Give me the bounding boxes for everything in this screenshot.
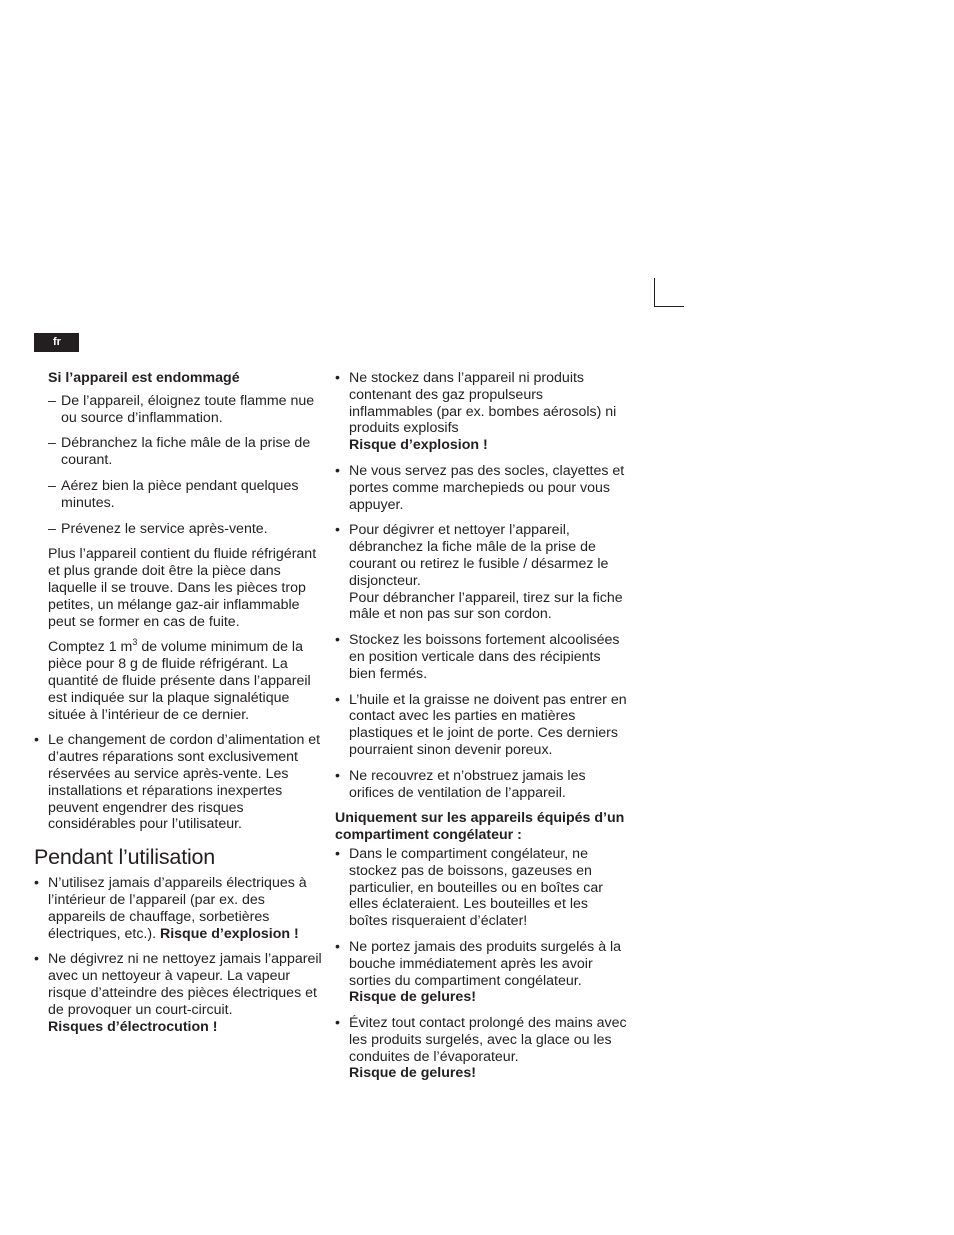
item-text: Pour dégivrer et nettoyer l’appareil, débranchez la fiche mâle de la prise de courant ou retirez le fusible / désarmez le disjoncteur.	[349, 522, 609, 589]
item-text: Dans le compartiment congélateur, ne stockez pas de boissons, gazeuses en particulier, en bouteilles ou en boîtes car elles éclateraient. Les bouteilles et les boîtes risqueraient d’éclater!	[349, 845, 603, 930]
crop-mark	[654, 278, 684, 307]
volume-text-end: de volume minimum de la pièce pour 8 g de fluide réfrigérant. La quantité de fluide présente dans l’appareil est indiquée sur la plaque signalétique située à l’intérieur de ce dernier.	[48, 639, 311, 723]
list-item: – De l’appareil, éloignez toute flamme nue ou source d’inflammation.	[34, 393, 324, 427]
list-item	[335, 846, 627, 930]
item-text: Ne vous servez pas des socles, clayettes et portes comme marchepieds ou pour vous appuyer.	[349, 462, 625, 513]
freezer-list	[335, 846, 627, 1082]
list-item	[335, 632, 627, 682]
list-item	[34, 875, 324, 942]
warning-text: Risque de gelures!	[349, 989, 476, 1006]
volume-exponent: 3	[132, 637, 138, 648]
warning-text: Risque de gelures!	[349, 1065, 476, 1082]
item-text: Évitez tout contact prolongé des mains avec les produits surgelés, avec la glace ou les conduites de l’évaporateur.	[349, 1015, 627, 1065]
list-item: – Prévenez le service après-vente.	[34, 521, 324, 538]
list-item	[335, 692, 627, 759]
damaged-steps-list	[34, 393, 324, 538]
list-item	[335, 1015, 627, 1082]
item-extra-text: Pour débrancher l’appareil, tirez sur la fiche mâle et non pas sur son cordon.	[349, 589, 623, 623]
warning-text: Risque d’explosion !	[349, 437, 488, 454]
safety-list	[335, 370, 627, 801]
list-item: • Le changement de cordon d’alimentation et d’autres réparations sont exclusivement réservées au service après-vente. Les installations et réparations inexpertes peuvent engendrer des risques considérables pour l’utilisateur.	[34, 732, 324, 833]
item-text: Ne stockez dans l’appareil ni produits contenant des gaz propulseurs inflammables (par ex. bombes aérosols) ni produits explosifs	[349, 370, 617, 437]
item-text: Stockez les boissons fortement alcoolisées en position verticale dans des récipients bien fermés.	[349, 632, 620, 682]
list-item	[335, 370, 627, 454]
list-item	[335, 939, 627, 1006]
warning-text: Risque d’explosion !	[159, 925, 299, 942]
list-item: – Débranchez la fiche mâle de la prise de courant.	[34, 435, 324, 469]
section-title: Pendant l’utilisation	[34, 845, 216, 870]
warning-text: Risques d’électrocution !	[48, 1018, 218, 1035]
language-tab: fr	[34, 333, 79, 352]
fluid-paragraph: Plus l’appareil contient du fluide réfrigérant et plus grande doit être la pièce dans laquelle il se trouve. Dans les pièces trop petites, un mélange gaz-air inflammable peut se former en cas de fuite.	[48, 546, 317, 630]
left-column	[34, 370, 324, 1044]
item-text: N’utilisez jamais d’appareils électriques à l’intérieur de l’appareil (par ex. des appareils de chauffage, sorbetières électriques, etc.).	[48, 875, 307, 942]
item-text: Ne portez jamais des produits surgelés à la bouche immédiatement après les avoir sorties du compartiment congélateur.	[349, 938, 622, 989]
freezer-heading: Uniquement sur les appareils équipés d’un compartiment congélateur :	[335, 810, 625, 844]
usage-list	[34, 875, 324, 1035]
damaged-heading: Si l’appareil est endommagé	[48, 370, 240, 386]
list-item: – Aérez bien la pièce pendant quelques minutes.	[34, 478, 324, 512]
volume-text-start: Comptez 1 m	[48, 639, 133, 656]
item-text: Ne recouvrez et n’obstruez jamais les orifices de ventilation de l’appareil.	[349, 767, 586, 801]
cord-list	[34, 732, 324, 833]
item-text: L’huile et la graisse ne doivent pas entrer en contact avec les parties en matières plastiques et le joint de porte. Ces derniers pourraient sinon devenir poreux.	[349, 691, 627, 758]
list-item	[335, 768, 627, 802]
item-text: Ne dégivrez ni ne nettoyez jamais l’appareil avec un nettoyeur à vapeur. La vapeur risque d’atteindre des pièces électriques et de provoquer un court-circuit.	[48, 951, 322, 1018]
list-item	[34, 951, 324, 1035]
list-item	[335, 522, 627, 623]
list-item	[335, 463, 627, 513]
right-column	[335, 370, 627, 1091]
volume-paragraph	[34, 639, 324, 723]
